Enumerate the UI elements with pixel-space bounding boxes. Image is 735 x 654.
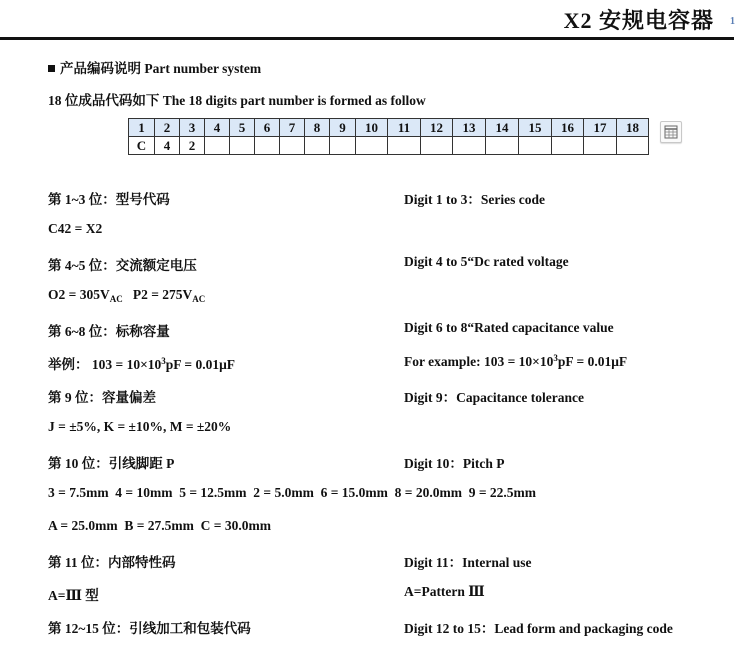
code-cell xyxy=(584,137,617,155)
capacitance-example-en xyxy=(404,353,627,370)
section-heading xyxy=(48,57,261,77)
digit-cell: 11 xyxy=(388,119,421,137)
code-cell xyxy=(388,137,421,155)
digit-cell: 5 xyxy=(230,119,255,137)
code-cell xyxy=(330,137,356,155)
code-cell xyxy=(205,137,230,155)
code-cell: C xyxy=(129,137,155,155)
digit-10-label-en: Digit 10：Pitch P xyxy=(404,456,505,471)
internal-code-en: A=Pattern Ⅲ xyxy=(404,584,485,599)
digit-10-label-cn: 第 10 位：引线脚距 P xyxy=(48,456,175,471)
pitch-values-numeric: 3 = 7.5mm 4 = 10mm 5 = 12.5mm 2 = 5.0mm 6 = 15.0mm 8 = 20.0mm 9 = 22.5mm xyxy=(48,485,537,500)
digit-cell: 6 xyxy=(255,119,280,137)
code-cell: 4 xyxy=(155,137,180,155)
part-number-table xyxy=(128,118,649,155)
digit-cell: 12 xyxy=(421,119,453,137)
document-title: X2 安规电容器 xyxy=(563,8,714,33)
code-cell xyxy=(453,137,486,155)
digit-11-label-en: Digit 11：Internal use xyxy=(404,555,532,570)
digits-1-3-label-cn: 第 1~3 位：型号代码 xyxy=(48,192,170,207)
digits-6-8-label-en: Digit 6 to 8“Rated capacitance value xyxy=(404,320,614,335)
section-heading-text: 产品编码说明 Part number system xyxy=(60,61,262,76)
header-rule xyxy=(0,37,734,40)
page-edge-mark: 1 xyxy=(730,16,735,27)
digits-1-3-label-en: Digit 1 to 3：Series code xyxy=(404,192,545,207)
digits-4-5-label-cn: 第 4~5 位：交流额定电压 xyxy=(48,258,197,273)
code-cell xyxy=(421,137,453,155)
digits-4-5-label-en: Digit 4 to 5“Dc rated voltage xyxy=(404,254,569,269)
pitch-values-letter: A = 25.0mm B = 27.5mm C = 30.0mm xyxy=(48,518,271,533)
digit-position-row xyxy=(129,119,649,137)
code-cell xyxy=(617,137,649,155)
digit-cell: 14 xyxy=(486,119,519,137)
example-en-part-b: pF = 0.01μF xyxy=(557,354,628,369)
digit-cell: 15 xyxy=(519,119,552,137)
digit-cell: 1 xyxy=(129,119,155,137)
tolerance-values: J = ±5%, K = ±10%, M = ±20% xyxy=(48,419,232,434)
code-cell xyxy=(486,137,519,155)
voltage-p2-unit: AC xyxy=(192,294,206,304)
code-cell xyxy=(305,137,330,155)
example-cn-exponent: 3 xyxy=(161,356,166,366)
digit-cell: 13 xyxy=(453,119,486,137)
digit-cell: 7 xyxy=(280,119,305,137)
code-cell xyxy=(280,137,305,155)
table-select-icon[interactable] xyxy=(660,121,682,143)
digit-cell: 16 xyxy=(552,119,584,137)
voltage-values xyxy=(48,287,205,304)
example-cn-part-a: 举例： 103 = 10×10 xyxy=(48,357,162,372)
capacitance-example-cn xyxy=(48,353,235,373)
code-cell xyxy=(552,137,584,155)
voltage-o2: O2 = 305V xyxy=(48,287,110,302)
digit-9-label-cn: 第 9 位：容量偏差 xyxy=(48,390,156,405)
example-en-exponent: 3 xyxy=(553,353,558,363)
code-cell xyxy=(255,137,280,155)
digits-12-15-label-en: Digit 12 to 15：Lead form and packaging code xyxy=(404,621,673,636)
voltage-o2-unit: AC xyxy=(109,294,123,304)
example-cn-part-b: pF = 0.01μF xyxy=(165,357,235,372)
digit-11-label-cn: 第 11 位：内部特性码 xyxy=(48,555,176,570)
digit-9-label-en: Digit 9：Capacitance tolerance xyxy=(404,390,584,405)
code-cell xyxy=(519,137,552,155)
digits-12-15-label-cn: 第 12~15 位：引线加工和包装代码 xyxy=(48,621,251,636)
digit-cell: 8 xyxy=(305,119,330,137)
intro-text: 18 位成品代码如下 The 18 digits part number is formed as follow xyxy=(48,93,426,108)
digit-cell: 10 xyxy=(356,119,388,137)
voltage-p2: P2 = 275V xyxy=(132,287,193,302)
digit-cell: 9 xyxy=(330,119,356,137)
bullet-square-icon xyxy=(48,65,55,72)
digit-cell: 2 xyxy=(155,119,180,137)
example-code-row xyxy=(129,137,649,155)
example-en-part-a: For example: 103 = 10×10 xyxy=(404,354,554,369)
digits-6-8-label-cn: 第 6~8 位：标称容量 xyxy=(48,324,170,339)
code-cell xyxy=(230,137,255,155)
digit-cell: 4 xyxy=(205,119,230,137)
series-code-value: C42 = X2 xyxy=(48,221,103,236)
internal-code-cn: A=Ⅲ 型 xyxy=(48,588,99,603)
code-cell xyxy=(356,137,388,155)
digit-cell: 17 xyxy=(584,119,617,137)
code-cell: 2 xyxy=(180,137,205,155)
digit-cell: 3 xyxy=(180,119,205,137)
digit-cell: 18 xyxy=(617,119,649,137)
